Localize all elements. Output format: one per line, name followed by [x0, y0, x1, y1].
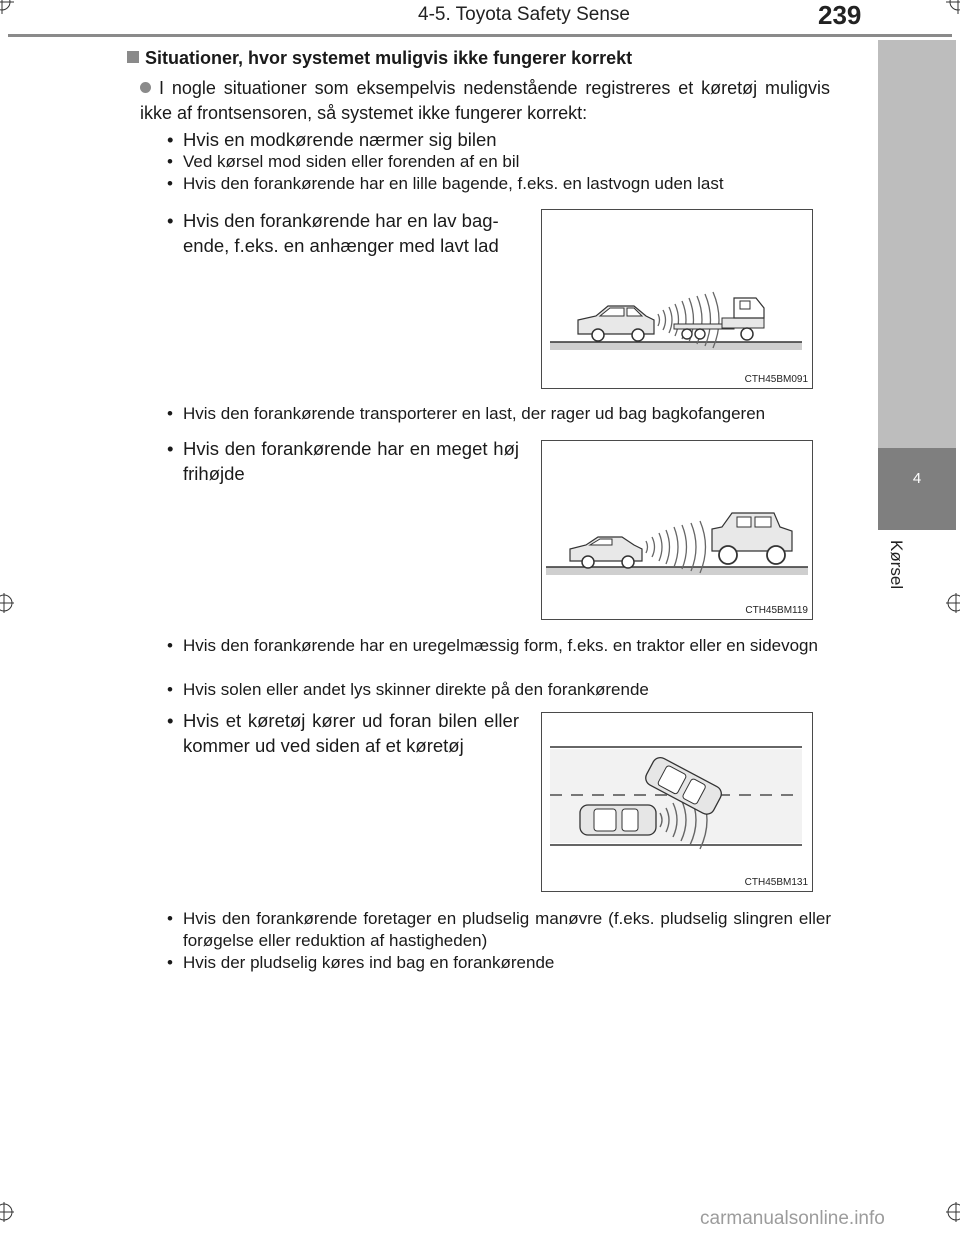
- side-tab-chapter-label: Kørsel: [887, 540, 906, 590]
- list-item: • Hvis den forankørende transporterer en last, der rager ud bag bagkofangeren: [167, 404, 766, 423]
- figure-illustration: [542, 441, 812, 619]
- list-item: • Hvis den forankørende har en lille bagende, f.eks. en lastvogn uden last: [167, 174, 724, 193]
- list-item: • Hvis solen eller andet lys skinner direkte på den forankørende: [167, 680, 649, 699]
- list-item-line: ende, f.eks. en anhænger med lavt lad: [183, 235, 499, 256]
- section-heading-text: Situationer, hvor systemet muligvis ikke fungerer korrekt: [145, 48, 633, 68]
- side-tab-chapter-box: [878, 448, 956, 530]
- registration-mark-icon: [0, 592, 22, 614]
- list-item: • Hvis der pludselig køres ind bag en forankørende: [167, 953, 555, 972]
- figure-code: CTH45BM131: [744, 877, 808, 888]
- list-item: • Ved kørsel mod siden eller forenden af en bil: [167, 152, 520, 171]
- figure-illustration: [542, 210, 812, 388]
- list-item: • Hvis den forankørende har en meget høj frihøjde: [167, 438, 519, 484]
- side-tab-background: [878, 40, 956, 448]
- list-item: • Hvis et køretøj kører ud foran bilen eller kommer ud ved siden af et køretøj: [167, 710, 519, 756]
- figure-code: CTH45BM119: [745, 605, 808, 616]
- circle-bullet-icon: [140, 82, 151, 93]
- figure-low-trailer: [541, 209, 813, 389]
- header-rule: [8, 34, 952, 37]
- crop-mark-icon: [938, 1200, 960, 1222]
- crop-mark-icon: [0, 0, 22, 22]
- figure-illustration: [542, 713, 812, 891]
- figure-code: CTH45BM091: [744, 374, 808, 385]
- figure-cut-in: [541, 712, 813, 892]
- figure-high-clearance: [541, 440, 813, 620]
- square-bullet-icon: [127, 51, 139, 63]
- list-item: • Hvis den forankørende har en uregelmæssig form, f.eks. en traktor eller en sidevogn: [167, 636, 818, 655]
- header-section-title: 4-5. Toyota Safety Sense: [418, 4, 630, 25]
- list-item: • Hvis den forankørende foretager en pludselig manøvre (f.eks. pludselig slingren eller forøgelse eller reduktion af hastigheden): [167, 909, 831, 950]
- intro-text: I nogle situationer som eksempelvis nedenstående registreres et køretøj muligvis ikke af frontsensoren, så systemet ikke fungerer korrekt:: [140, 78, 830, 123]
- intro-paragraph: [140, 76, 830, 126]
- watermark-text: carmanualsonline.info: [700, 1208, 885, 1229]
- list-item: • Hvis en modkørende nærmer sig bilen: [167, 129, 497, 150]
- registration-mark-icon: [938, 592, 960, 614]
- list-item-line: Hvis den forankørende har en lav bag-: [183, 210, 499, 231]
- side-tab-chapter-number: 4: [912, 470, 922, 487]
- list-item: • Hvis den forankørende har en lav bag- ende, f.eks. en anhænger med lavt lad: [167, 210, 499, 256]
- section-heading: [127, 48, 632, 69]
- crop-mark-icon: [938, 0, 960, 22]
- crop-mark-icon: [0, 1200, 22, 1222]
- page-number: 239: [818, 0, 862, 30]
